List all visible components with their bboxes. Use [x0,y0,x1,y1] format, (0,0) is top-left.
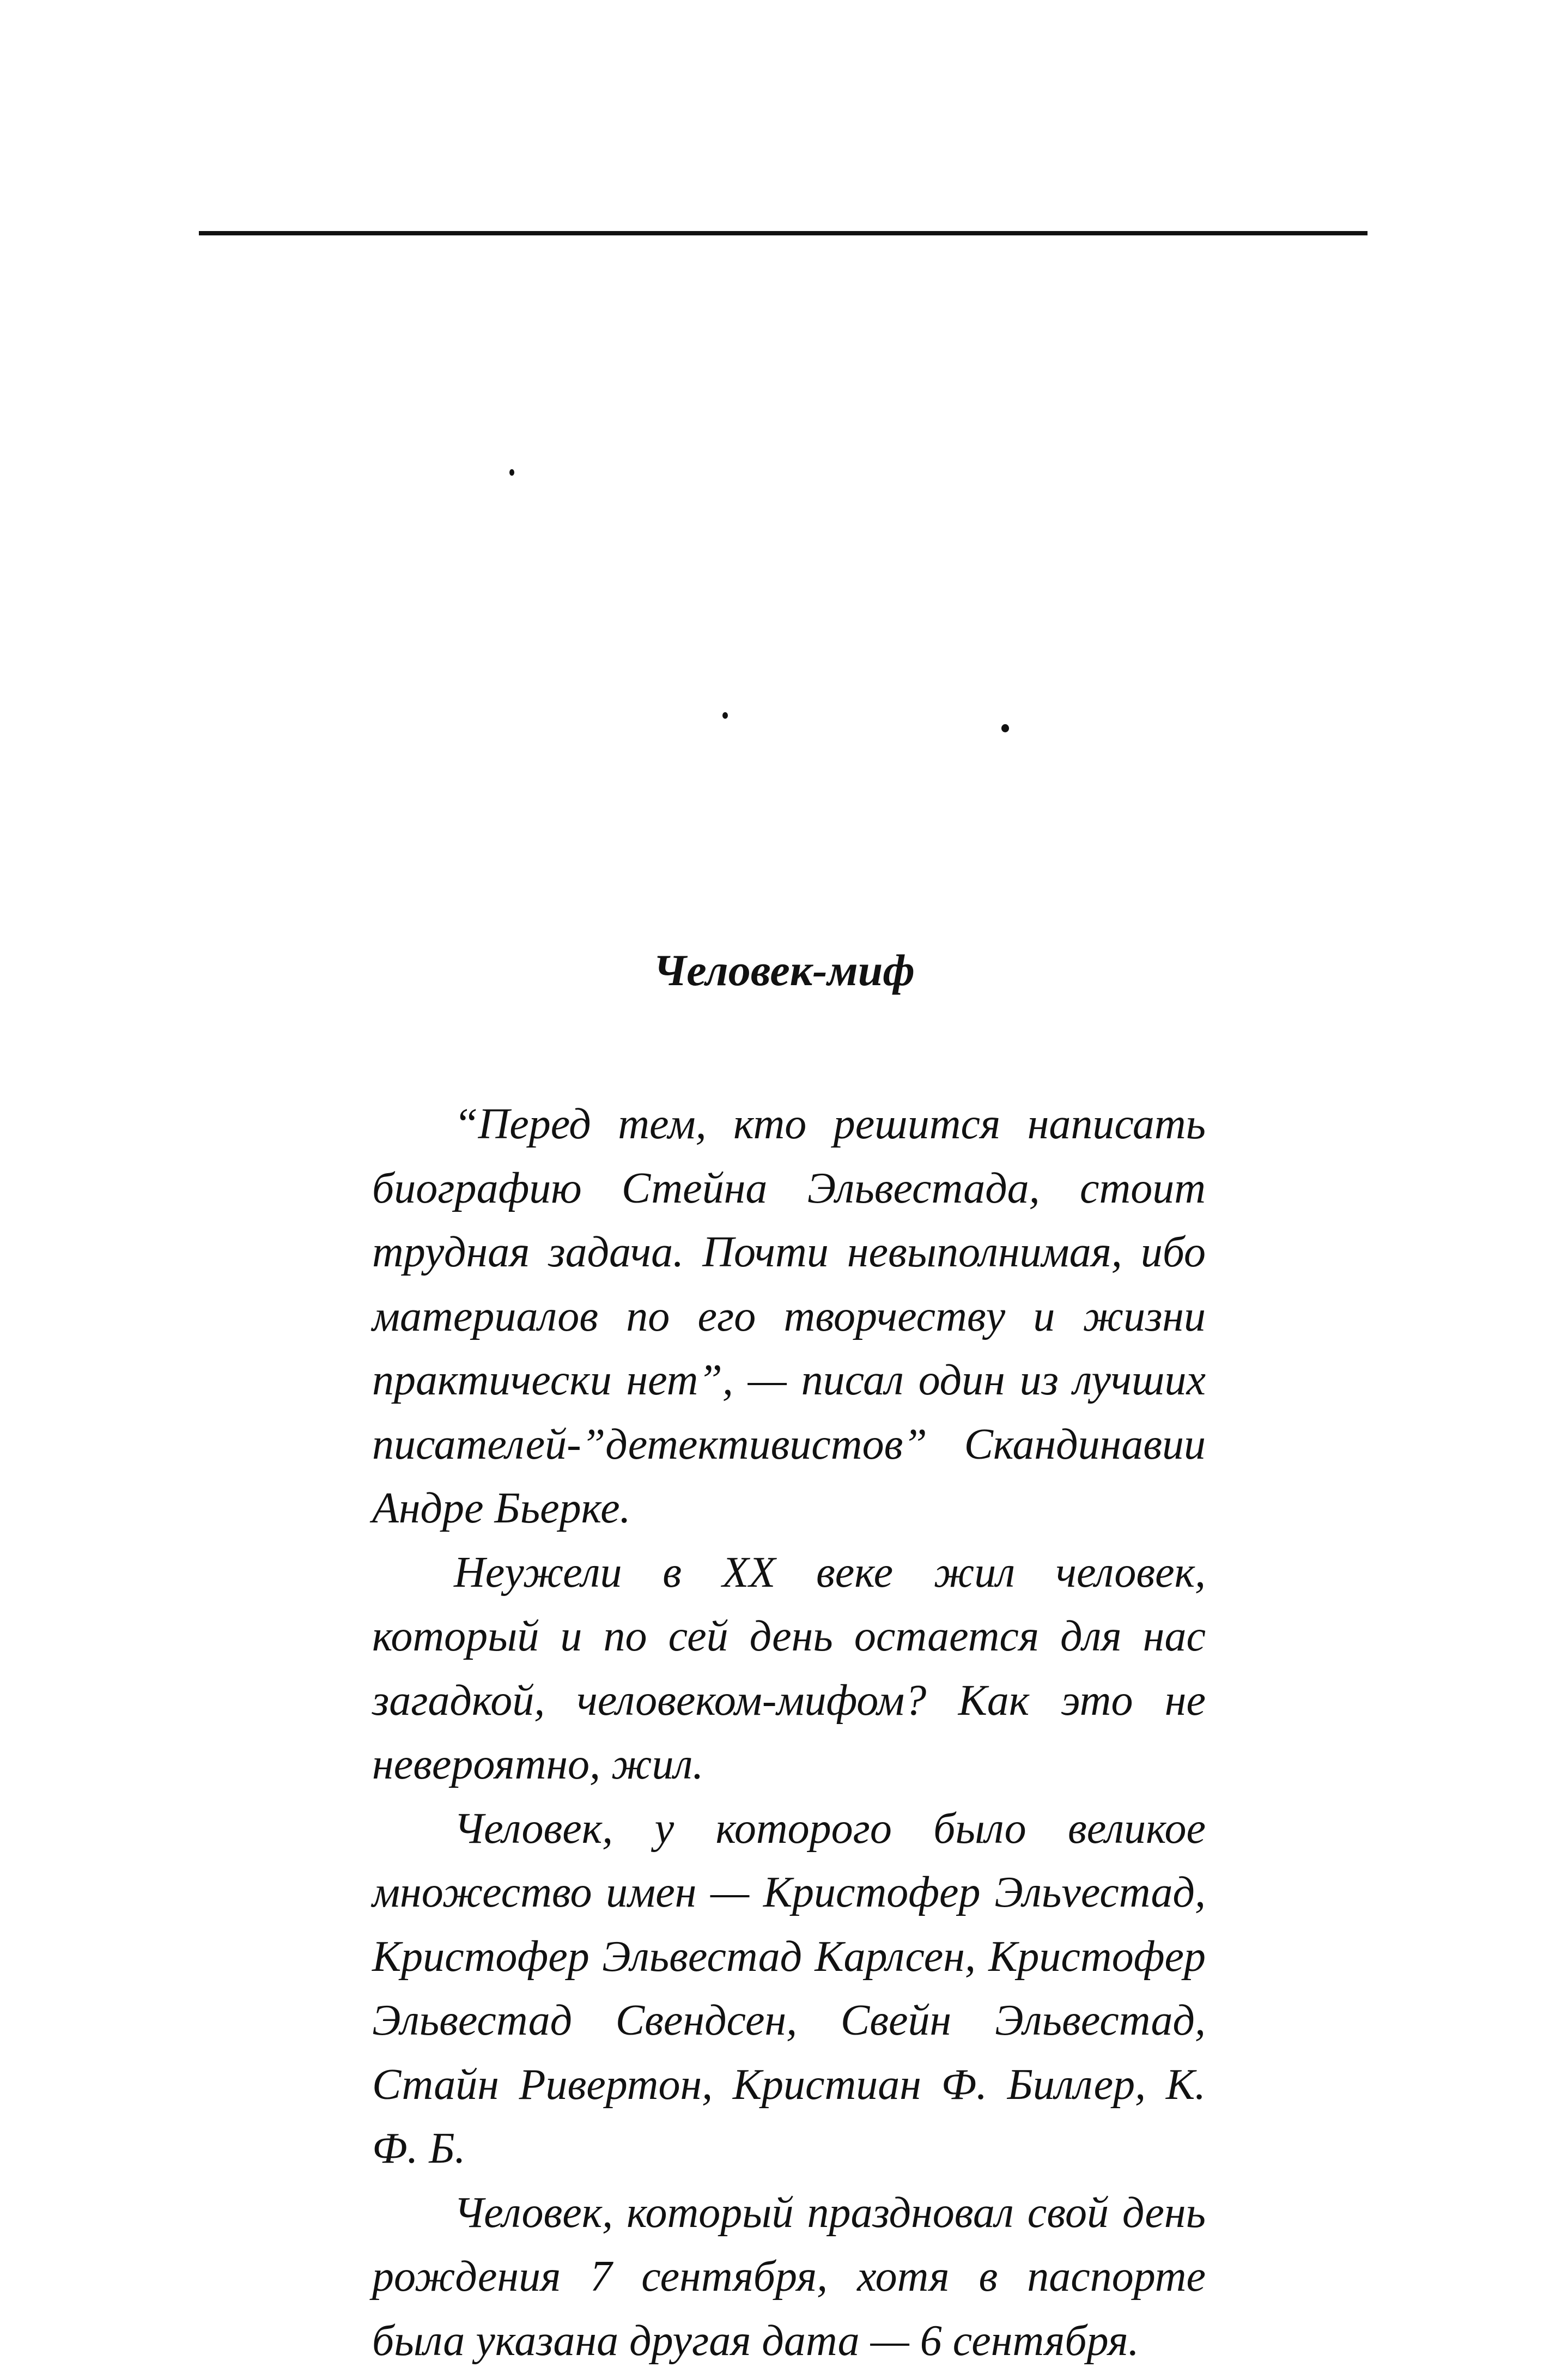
paragraph: Человек, у которого было великое множество имен — Кристофер Эльvестад, Кристофер Эльвестад Карлсен, Кристофер Эльвестад Свендсен, Свейн Эльвестад, Стайн Ривертон, Кристиан Ф. Биллер, К. Ф. Б. [372,1797,1206,2181]
paragraph: Человек, который праздновал свой день рождения 7 сентября, хотя в паспорте была указана другая дата — 6 сентября. [372,2181,1206,2373]
chapter-body [372,1093,1206,2373]
paragraph: “Перед тем, кто решится написать биографию Стейна Эльвестада, стоит трудная задача. Почти невыполнимая, ибо материалов по его творчеству и жизни практически нет”, — писал один из лучших писателей-”детективистов” Скандинавии Андре Бьерке. [372,1093,1206,1541]
top-rule [199,231,1368,235]
chapter-title: Человек-миф [0,948,1568,993]
print-speck [509,469,514,476]
print-speck [722,712,728,719]
print-speck [1001,724,1009,732]
paragraph: Неужели в XX веке жил человек, который и по сей день остается для нас загадкой, человеком-мифом? Как это не невероятно, жил. [372,1541,1206,1797]
